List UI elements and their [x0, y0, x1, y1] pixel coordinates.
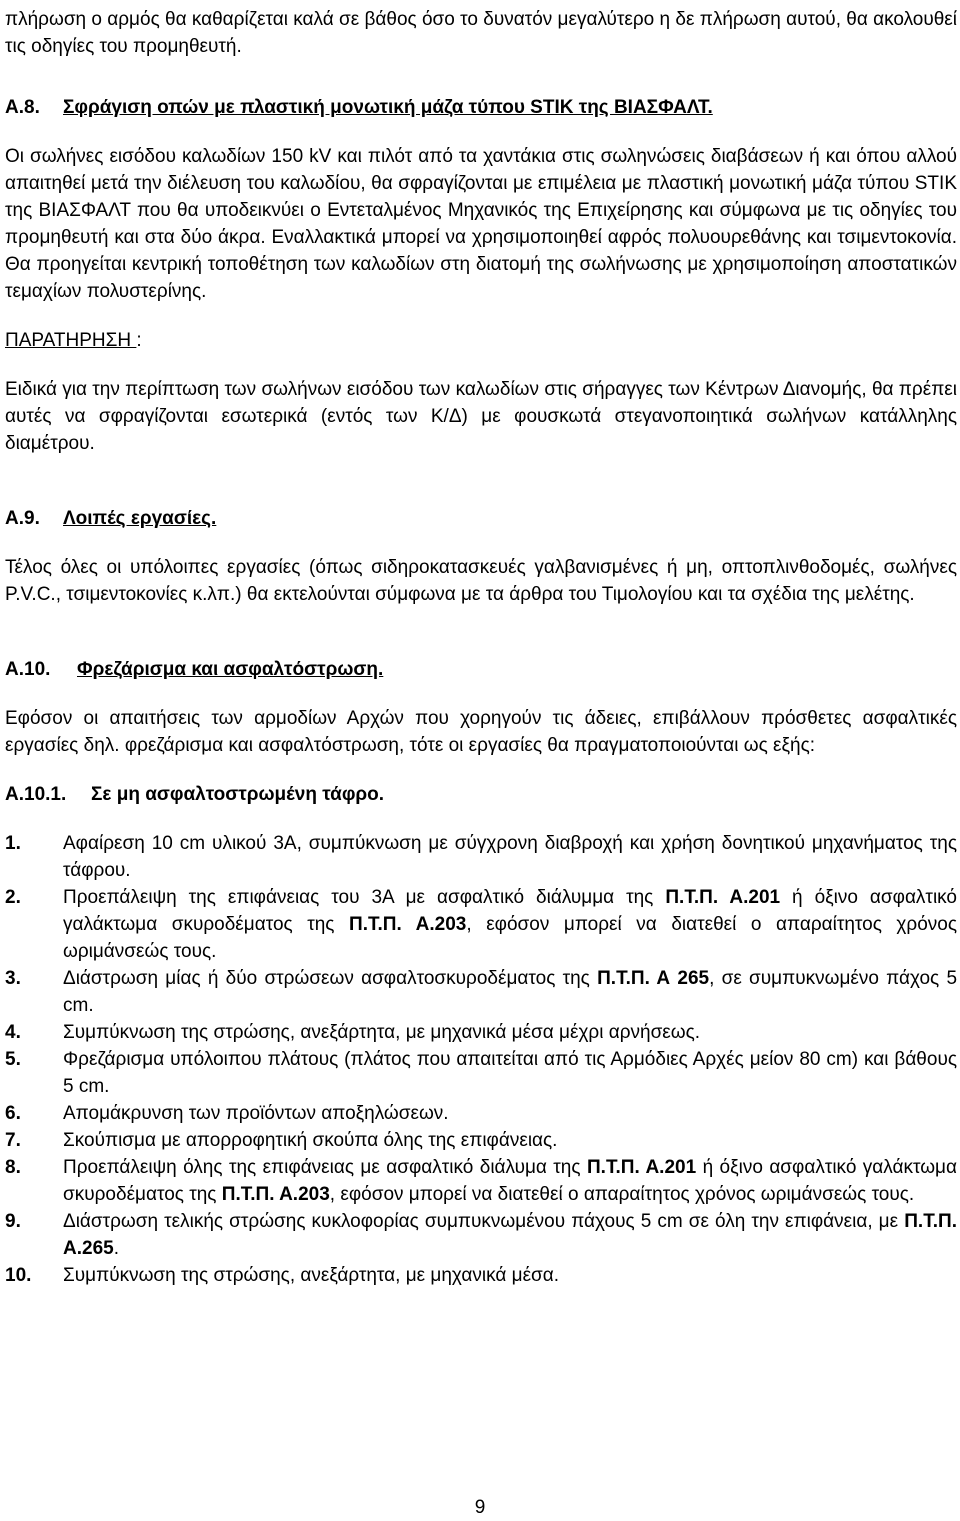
- section-a10-number: Α.10.: [5, 659, 51, 680]
- section-a9-title: Λοιπές εργασίες.: [63, 508, 217, 529]
- section-a8-body: Οι σωλήνες εισόδου καλωδίων 150 kV και πιλότ από τα χαντάκια στις σωληνώσεις διαβάσεων ή και όπου αλλού απαιτηθεί μετά την διέλευση του καλωδίου, θα σφραγίζονται με επιμέλεια με πλαστική μονωτική μάζα τύπου STIK της ΒΙΑΣΦΑΛΤ που θα υποδεικνύει ο Εντεταλμένος Μηχανικός της Επιχείρησης και σύμφωνα με τις οδηγίες του προμηθευτή και στα δύο άκρα. Εναλλακτικά μπορεί να χρησιμοποιηθεί αφρός πολυουρεθάνης και τσιμεντοκονία. Θα προηγείται κεντρική τοποθέτηση των καλωδίων στη διατομή της σωλήνωσης με χρησιμοποίηση αποστατικών τεμαχίων πολυστερίνης.: [5, 146, 957, 302]
- step-text: Αφαίρεση 10 cm υλικού 3Α, συμπύκνωση με σύγχρονη διαβροχή και χρήση δονητικού μηχανήματος της τάφρου.: [63, 833, 957, 881]
- step-text: Διάστρωση μίας ή δύο στρώσεων ασφαλτοσκυροδέματος της: [63, 968, 598, 989]
- step-number: 8.: [5, 1157, 21, 1178]
- step-ref: Π.Τ.Π. Α.201: [665, 887, 781, 908]
- step-text: Φρεζάρισμα υπόλοιπου πλάτους (πλάτος που απαιτείται από τις Αρμόδιες Αρχές μείον 80 cm) και βάθους 5 cm.: [63, 1049, 957, 1097]
- step-ref: Π.Τ.Π. Α.201: [586, 1157, 697, 1178]
- steps-list: [5, 830, 957, 1289]
- list-item: [5, 1127, 957, 1154]
- step-text: ή όξινο ασφαλτικό γαλάκτωμα σκυροδέματος της: [63, 1157, 957, 1205]
- step-text: , εφόσον μπορεί να διατεθεί ο απαραίτητος χρόνος ωριμάνσεώς τους.: [329, 1184, 915, 1205]
- step-number: 1.: [5, 833, 21, 854]
- step-text: ή όξινο ασφαλτικό γαλάκτωμα σκυροδέματος της: [63, 887, 957, 935]
- step-text: Συμπύκνωση της στρώσης, ανεξάρτητα, με μηχανικά μέσα.: [63, 1265, 560, 1286]
- section-a101-heading: [5, 781, 957, 808]
- section-a9-heading: [5, 505, 957, 532]
- page-number: 9: [474, 1497, 486, 1518]
- list-item: [5, 1100, 957, 1127]
- step-number: 6.: [5, 1103, 21, 1124]
- step-text: Προεπάλειψη της επιφάνειας του 3Α με ασφαλτικό διάλυμμα της: [63, 887, 666, 908]
- step-number: 10.: [5, 1265, 32, 1286]
- step-text: Απομάκρυνση των προϊόντων αποξηλώσεων.: [63, 1103, 449, 1124]
- section-a8-heading: [5, 94, 957, 121]
- list-item: [5, 884, 957, 965]
- step-text: Διάστρωση τελικής στρώσης κυκλοφορίας συμπυκνωμένου πάχους 5 cm σε όλη την επιφάνεια, με: [63, 1211, 905, 1232]
- step-text: Συμπύκνωση της στρώσης, ανεξάρτητα, με μηχανικά μέσα μέχρι αρνήσεως.: [63, 1022, 701, 1043]
- step-text: , εφόσον μπορεί να διατεθεί ο απαραίτητος χρόνος ωριμάνσεώς τους.: [63, 914, 957, 962]
- list-item: [5, 1208, 957, 1262]
- step-number: 2.: [5, 887, 21, 908]
- step-number: 4.: [5, 1022, 21, 1043]
- section-a9-body: Τέλος όλες οι υπόλοιπες εργασίες (όπως σιδηροκατασκευές γαλβανισμένες ή μη, οπτοπλινθοδομές, σωλήνες P.V.C., τσιμεντοκονίες κ.λπ.) θα εκτελούνται σύμφωνα με τα άρθρα του Τιμολογίου και τα σχέδια της μελέτης.: [5, 557, 957, 605]
- note-heading: [5, 327, 957, 354]
- step-ref: Π.Τ.Π. Α.203: [221, 1184, 330, 1205]
- list-item: [5, 1262, 957, 1289]
- section-a10-body: Εφόσον οι απαιτήσεις των αρμοδίων Αρχών που χορηγούν τις άδειες, επιβάλλουν πρόσθετες ασφαλτικές εργασίες δηλ. φρεζάρισμα και ασφαλτόστρωση, τότε οι εργασίες θα πραγματοποιούνται ως εξής:: [5, 708, 957, 756]
- intro-paragraph: πλήρωση ο αρμός θα καθαρίζεται καλά σε βάθος όσο το δυνατόν μεγαλύτερο η δε πλήρωση αυτού, θα ακολουθεί τις οδηγίες του προμηθευτή.: [5, 9, 957, 57]
- step-text: , σε συμπυκνωμένο πάχος 5 cm.: [63, 968, 958, 1016]
- step-ref: Π.Τ.Π. Α 265: [597, 968, 710, 989]
- list-item: [5, 1019, 957, 1046]
- section-a8-number: Α.8.: [5, 97, 40, 118]
- note-label: ΠΑΡΑΤΗΡΗΣΗ: [5, 330, 137, 351]
- section-a10-title: Φρεζάρισμα και ασφαλτόστρωση.: [77, 659, 384, 680]
- note-colon: :: [136, 330, 142, 351]
- step-text: .: [113, 1238, 119, 1259]
- step-text: Προεπάλειψη όλης της επιφάνειας με ασφαλτικό διάλυμα της: [63, 1157, 587, 1178]
- document-page: [5, 0, 957, 1289]
- list-item: [5, 830, 957, 884]
- section-a101-title: Σε μη ασφαλτοστρωμένη τάφρο.: [91, 784, 385, 805]
- step-text: Σκούπισμα με απορροφητική σκούπα όλης της επιφάνειας.: [63, 1130, 558, 1151]
- section-a8-title: Σφράγιση οπών με πλαστική μονωτική μάζα τύπου STIK της ΒΙΑΣΦΑΛΤ.: [63, 97, 713, 118]
- note-body: Ειδικά για την περίπτωση των σωλήνων εισόδου των καλωδίων στις σήραγγες των Κέντρων Διανομής, θα πρέπει αυτές να σφραγίζονται εσωτερικά (εντός των Κ/Δ) με φουσκωτά στεγανοποιητικά σωλήνων κατάλληλης διαμέτρου.: [5, 379, 957, 454]
- step-ref: Π.Τ.Π. Α.203: [349, 914, 467, 935]
- step-number: 3.: [5, 968, 21, 989]
- step-ref: Π.Τ.Π. Α.265: [63, 1211, 957, 1259]
- step-number: 9.: [5, 1211, 21, 1232]
- section-a10-heading: [5, 656, 957, 683]
- step-number: 5.: [5, 1049, 21, 1070]
- list-item: [5, 965, 957, 1019]
- list-item: [5, 1154, 957, 1208]
- list-item: [5, 1046, 957, 1100]
- section-a101-number: Α.10.1.: [5, 784, 67, 805]
- section-a9-number: Α.9.: [5, 508, 40, 529]
- step-number: 7.: [5, 1130, 21, 1151]
